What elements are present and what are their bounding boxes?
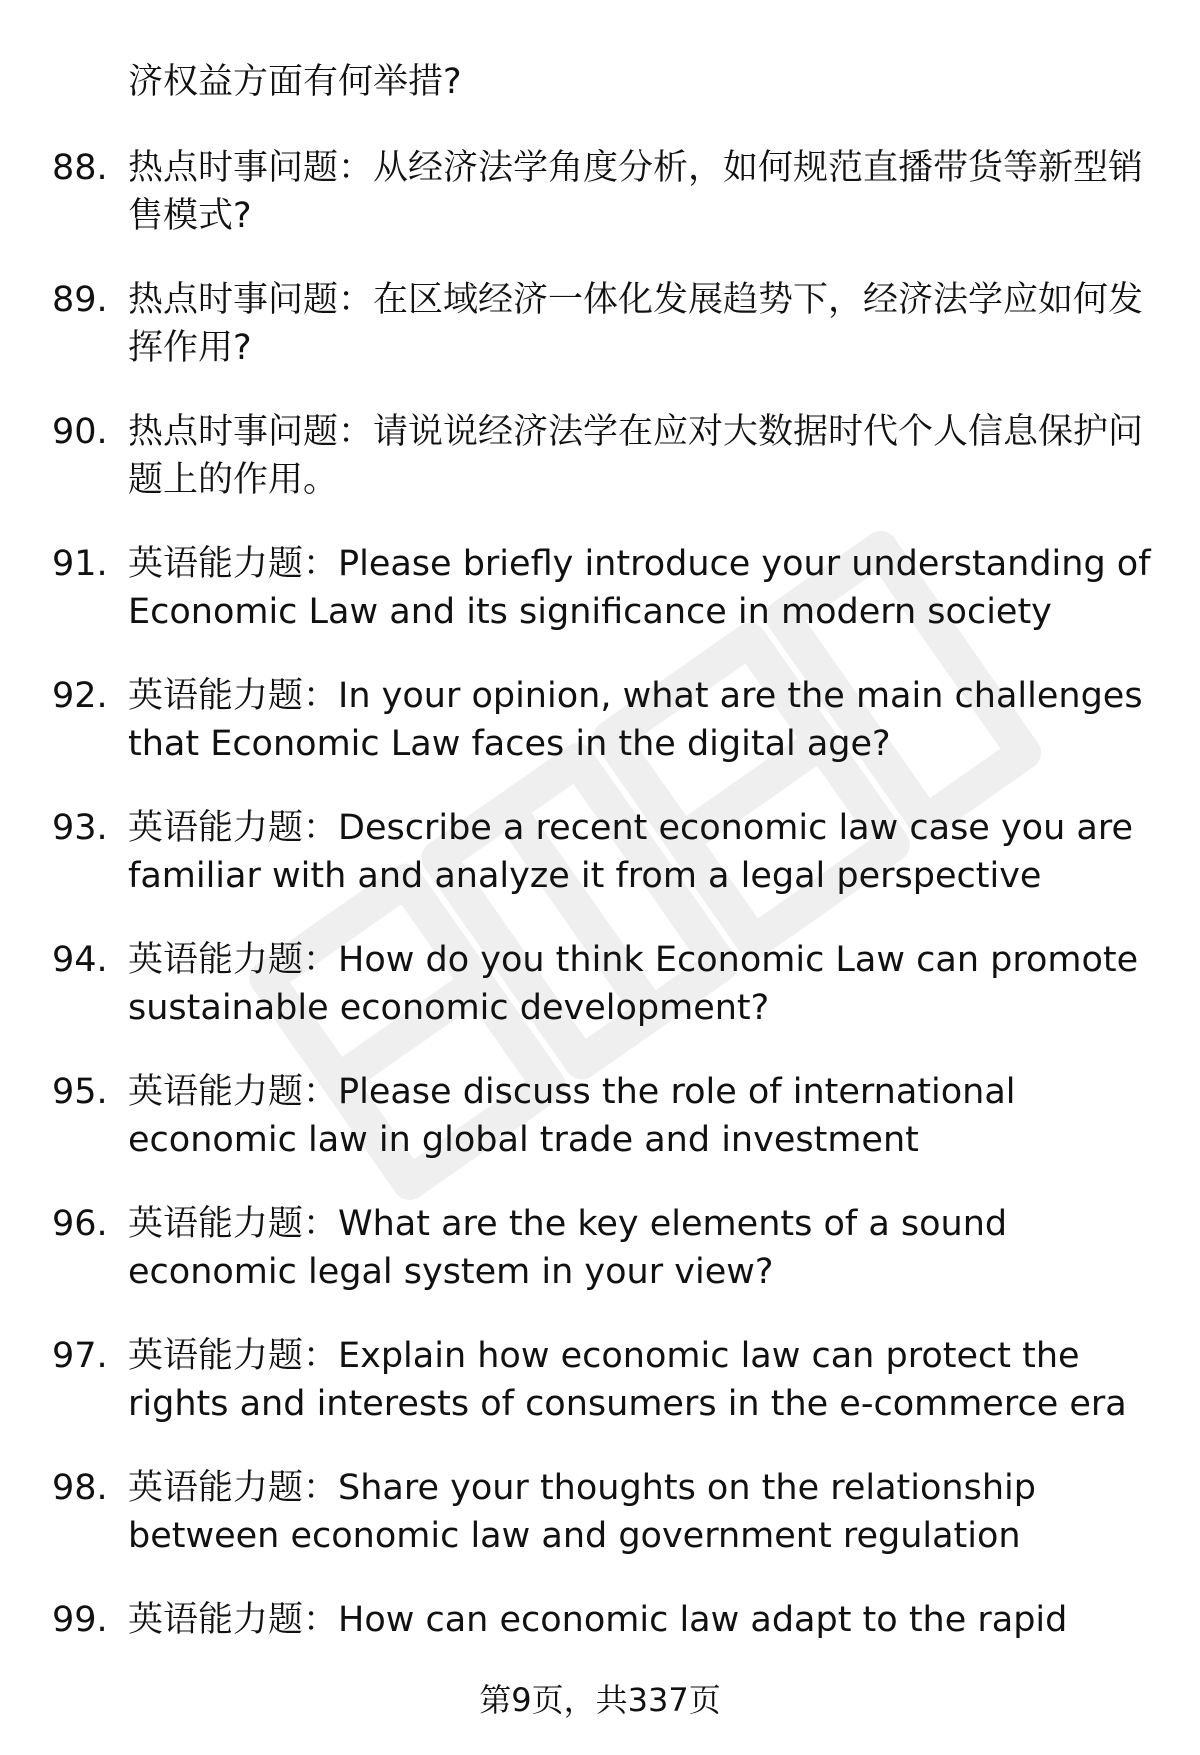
question-item: [0, 144, 1200, 276]
question-text: 英语能力题：Share your thoughts on the relationship between economic law and government regulation: [128, 1468, 1036, 1556]
question-text: 英语能力题：What are the key elements of a sound economic legal system in your view?: [128, 1204, 1008, 1292]
question-text: 英语能力题：Please briefly introduce your understanding of Economic Law and its significance in modern society: [128, 544, 1151, 632]
question-item: [0, 1332, 1200, 1464]
question-item: [0, 408, 1200, 540]
question-text: 英语能力题：How do you think Economic Law can promote sustainable economic development?: [128, 940, 1139, 1028]
question-item: [0, 276, 1200, 408]
continuation-text: 济权益方面有何举措?: [128, 62, 462, 102]
question-number: 91.: [52, 544, 108, 584]
question-number: 97.: [52, 1336, 108, 1376]
question-item: [0, 804, 1200, 936]
question-item: [0, 1068, 1200, 1200]
question-number: 93.: [52, 808, 108, 848]
question-number: 98.: [52, 1468, 108, 1508]
question-text: 英语能力题：Describe a recent economic law case you are familiar with and analyze it from a legal perspective: [128, 808, 1134, 896]
question-number: 95.: [52, 1072, 108, 1112]
question-number: 92.: [52, 676, 108, 716]
question-number: 88.: [52, 148, 108, 188]
question-text: 英语能力题：Please discuss the role of international economic law in global trade and investment: [128, 1072, 1016, 1160]
question-text: 英语能力题：How can economic law adapt to the rapid: [128, 1600, 1068, 1640]
question-text: 热点时事问题：从经济法学角度分析，如何规范直播带货等新型销售模式?: [128, 148, 1144, 236]
question-item: [0, 936, 1200, 1068]
question-item: [0, 540, 1200, 672]
question-text: 英语能力题：In your opinion, what are the main challenges that Economic Law faces in the digital age?: [128, 676, 1143, 764]
question-list: [0, 144, 1200, 1728]
question-number: 96.: [52, 1204, 108, 1244]
question-number: 99.: [52, 1600, 108, 1640]
question-number: 90.: [52, 412, 108, 452]
question-item: [0, 672, 1200, 804]
question-number: 94.: [52, 940, 108, 980]
question-text: 英语能力题：Explain how economic law can protect the rights and interests of consumers in the e-commerce era: [128, 1336, 1127, 1424]
question-item: [0, 1200, 1200, 1332]
question-item: [0, 1464, 1200, 1596]
question-text: 热点时事问题：在区域经济一体化发展趋势下，经济法学应如何发挥作用?: [128, 280, 1144, 368]
question-text: 热点时事问题：请说说经济法学在应对大数据时代个人信息保护问题上的作用。: [128, 412, 1144, 500]
page-footer: 第9页，共337页: [479, 1681, 721, 1719]
question-number: 89.: [52, 280, 108, 320]
